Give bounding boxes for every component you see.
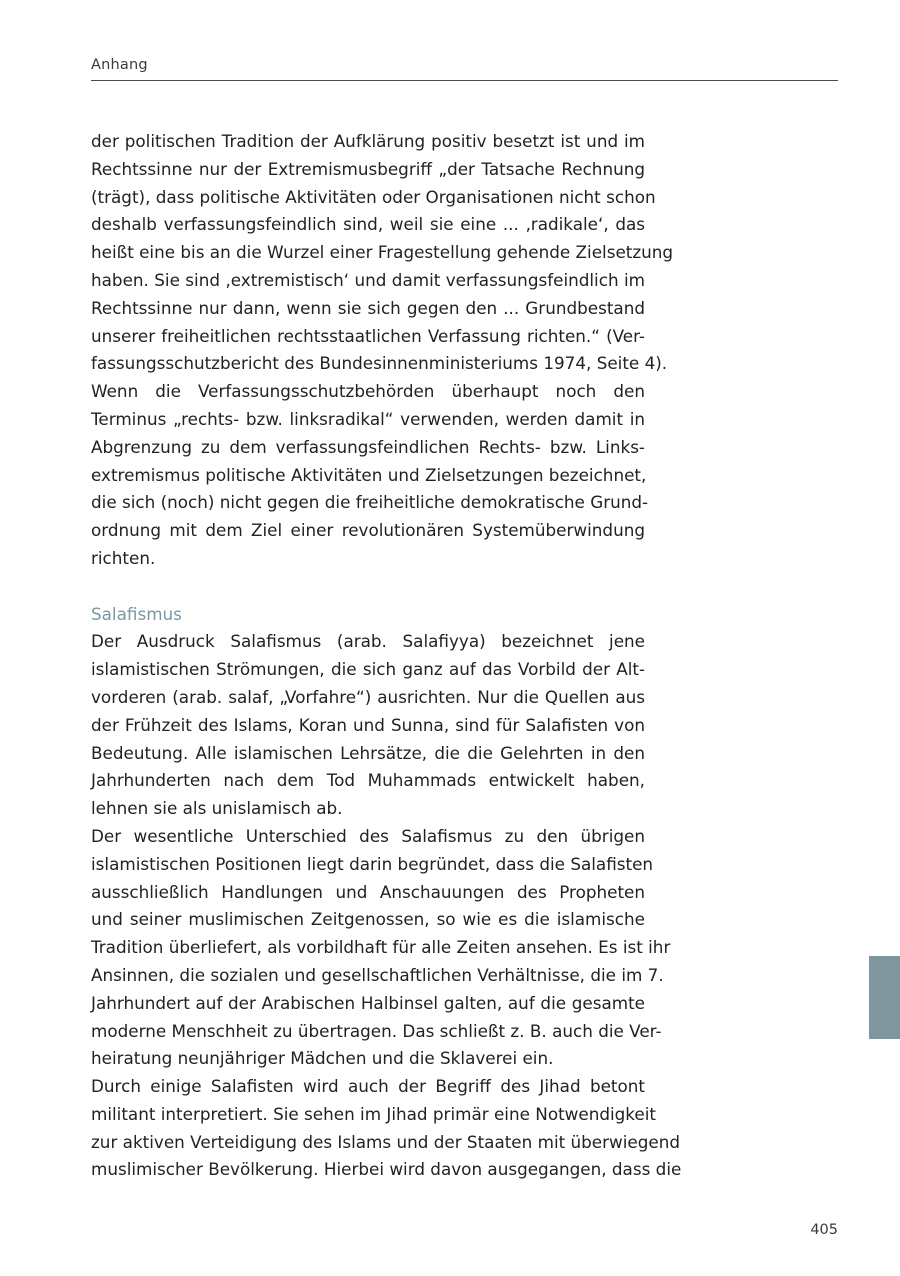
text-line: Rechtssinne nur der Extremismusbegriff „der Tatsache Rechnung [91, 158, 645, 179]
text-line: moderne Menschheit zu übertragen. Das schließt z. B. auch die Ver- [91, 1020, 662, 1041]
running-header: Anhang [91, 57, 148, 73]
text-line: heiratung neunjähriger Mädchen und die Sklaverei ein. [91, 1048, 554, 1069]
text-line: extremismus politische Aktivitäten und Zielsetzungen bezeichnet, [91, 464, 647, 485]
text-line: richten. [91, 547, 156, 568]
text-line: Jahrhundert auf der Arabischen Halbinsel galten, auf die gesamte [91, 992, 645, 1013]
text-line: Abgrenzung zu dem verfassungsfeindlichen Rechts- bzw. Links- [91, 436, 645, 457]
text-line: ordnung mit dem Ziel einer revolutionären Systemüberwindung [91, 520, 645, 541]
text-line: (trägt), dass politische Aktivitäten oder Organisationen nicht schon [91, 186, 656, 207]
text-line: deshalb verfassungsfeindlich sind, weil sie eine ... ‚radikale‘, das [91, 214, 645, 235]
text-line: und seiner muslimischen Zeitgenossen, so wie es die islamische [91, 909, 645, 930]
text-line: der politischen Tradition der Aufklärung positiv besetzt ist und im [91, 131, 645, 151]
body-text [91, 128, 682, 1184]
text-line: Rechtssinne nur dann, wenn sie sich gegen den ... Grundbestand [91, 297, 645, 318]
text-line: die sich (noch) nicht gegen die freiheitliche demokratische Grund- [91, 492, 649, 513]
text-line: vorderen (arab. salaf, „Vorfahre“) ausrichten. Nur die Quellen aus [91, 686, 645, 707]
text-line: Bedeutung. Alle islamischen Lehrsätze, die die Gelehrten in den [91, 742, 645, 763]
text-line: Terminus „rechts- bzw. linksradikal“ verwenden, werden damit in [91, 408, 645, 429]
text-line: Tradition überliefert, als vorbildhaft für alle Zeiten ansehen. Es ist ihr [91, 937, 671, 958]
text-line: militant interpretiert. Sie sehen im Jihad primär eine Notwendigkeit [91, 1103, 656, 1124]
header-rule [91, 80, 838, 81]
paragraph [91, 628, 645, 823]
page-number: 405 [810, 1222, 838, 1238]
paragraph [91, 128, 674, 378]
text-line: islamistischen Positionen liegt darin begründet, dass die Salafisten [91, 853, 654, 874]
section-heading: Salafismus [91, 603, 182, 624]
text-line: zur aktiven Verteidigung des Islams und der Staaten mit überwiegend [91, 1131, 681, 1152]
paragraph [91, 823, 671, 1073]
text-line: lehnen sie als unislamisch ab. [91, 798, 343, 819]
side-tab-marker [869, 956, 900, 1039]
text-line: fassungsschutzbericht des Bundesinnenministeriums 1974, Seite 4). [91, 353, 668, 374]
text-line: muslimischer Bevölkerung. Hierbei wird davon ausgegangen, dass die [91, 1159, 682, 1180]
text-line: Wenn die Verfassungsschutzbehörden überhaupt noch den [91, 381, 645, 402]
text-line: heißt eine bis an die Wurzel einer Fragestellung gehende Zielsetzung [91, 242, 674, 263]
paragraph [91, 378, 649, 573]
text-line: Der Ausdruck Salafismus (arab. Salafiyya) bezeichnet jene [91, 631, 645, 652]
text-line: unserer freiheitlichen rechtsstaatlichen Verfassung richten.“ (Ver- [91, 325, 645, 346]
text-line: Der wesentliche Unterschied des Salafismus zu den übrigen [91, 825, 645, 846]
text-line: der Frühzeit des Islams, Koran und Sunna, sind für Salafisten von [91, 714, 645, 735]
text-line: Durch einige Salafisten wird auch der Begriff des Jihad betont [91, 1076, 645, 1097]
paragraph [91, 1073, 682, 1184]
section-gap [91, 573, 645, 601]
text-line: islamistischen Strömungen, die sich ganz auf das Vorbild der Alt- [91, 659, 645, 680]
text-line: ausschließlich Handlungen und Anschauungen des Propheten [91, 881, 645, 902]
text-line: haben. Sie sind ‚extremistisch‘ und damit verfassungsfeindlich im [91, 269, 645, 290]
text-line: Ansinnen, die sozialen und gesellschaftlichen Verhältnisse, die im 7. [91, 964, 664, 985]
text-line: Jahrhunderten nach dem Tod Muhammads entwickelt haben, [91, 770, 645, 791]
